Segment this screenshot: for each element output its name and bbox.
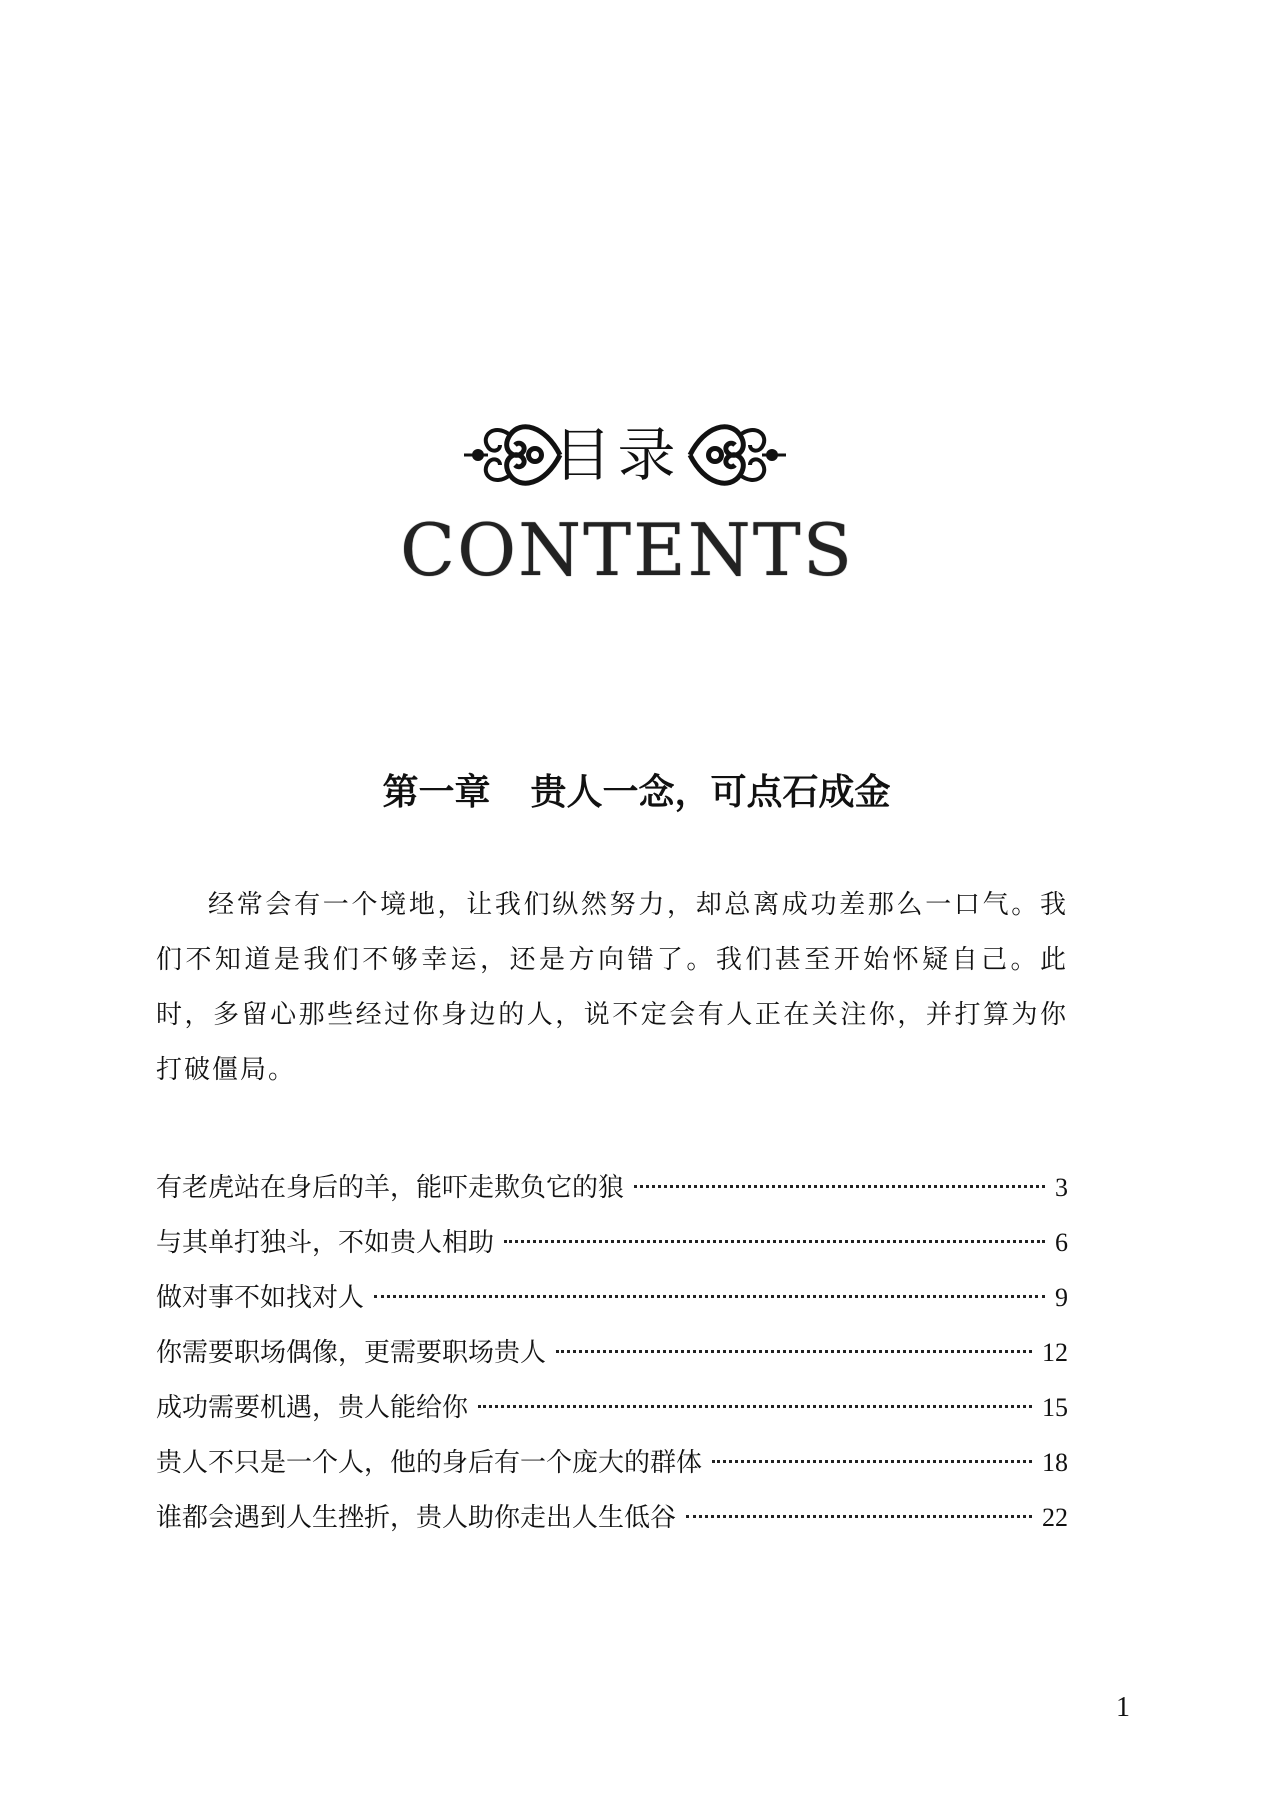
contents-title-chinese: 目录 (553, 421, 682, 489)
toc-entry[interactable] (156, 1490, 1068, 1545)
toc-entry-title: 成功需要机遇，贵人能给你 (156, 1393, 469, 1423)
toc-entry[interactable] (156, 1325, 1068, 1380)
toc-leader-dots (504, 1240, 1045, 1243)
toc-entry-page: 18 (1042, 1448, 1068, 1477)
toc-entry[interactable] (156, 1435, 1068, 1490)
contents-title-english: CONTENTS (400, 508, 855, 592)
toc-entry[interactable] (156, 1380, 1068, 1435)
toc-entry[interactable] (156, 1270, 1068, 1325)
toc-entry-page: 9 (1055, 1283, 1068, 1312)
toc-entry-page: 12 (1042, 1338, 1068, 1367)
toc-entry-title: 你需要职场偶像，更需要职场贵人 (156, 1338, 547, 1368)
toc-entry-page: 3 (1055, 1173, 1068, 1202)
table-of-contents (156, 1160, 1068, 1545)
chapter-title: 贵人一念，可点石成金 (530, 772, 891, 813)
toc-leader-dots (478, 1405, 1032, 1408)
toc-entry[interactable] (156, 1215, 1068, 1270)
page-number: 1 (1116, 1692, 1130, 1723)
toc-entry-title: 贵人不只是一个人，他的身后有一个庞大的群体 (156, 1448, 703, 1478)
toc-leader-dots (634, 1185, 1045, 1188)
toc-entry-title: 做对事不如找对人 (156, 1283, 365, 1313)
toc-entry-page: 15 (1042, 1393, 1068, 1422)
toc-leader-dots (686, 1515, 1032, 1518)
toc-leader-dots (556, 1350, 1032, 1353)
toc-entry[interactable] (156, 1160, 1068, 1215)
scroll-ornament-icon (685, 415, 790, 495)
toc-entry-title: 与其单打独斗，不如贵人相助 (156, 1228, 495, 1258)
contents-header (0, 395, 1273, 625)
toc-entry-page: 22 (1042, 1503, 1068, 1532)
chapter-intro: 经常会有一个境地，让我们纵然努力，却总离成功差那么一口气。我们不知道是我们不够幸运，还是方向错了。我们甚至开始怀疑自己。此时，多留心那些经过你身边的人，说不定会有人正在关注你，并打算为你打破僵局。 (156, 890, 1068, 1085)
toc-leader-dots (374, 1295, 1045, 1298)
toc-entry-title: 谁都会遇到人生挫折，贵人助你走出人生低谷 (156, 1503, 677, 1533)
toc-entry-title: 有老虎站在身后的羊，能吓走欺负它的狼 (156, 1173, 625, 1203)
chapter-heading (0, 768, 1273, 818)
toc-entry-page: 6 (1055, 1228, 1068, 1257)
toc-leader-dots (712, 1460, 1032, 1463)
chapter-number: 第一章 (382, 772, 491, 813)
